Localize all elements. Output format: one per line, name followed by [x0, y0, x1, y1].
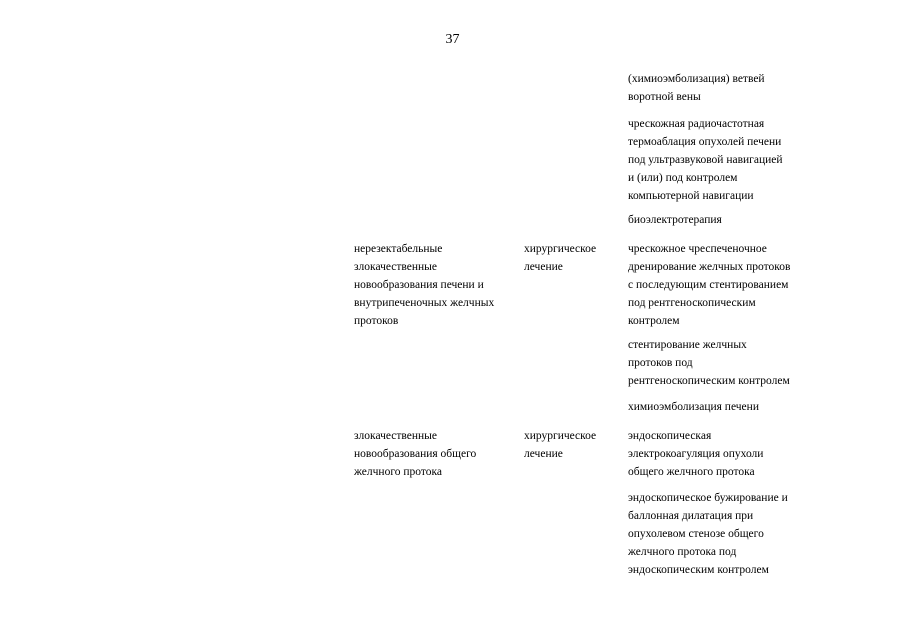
method-endoscopic-bougienage: эндоскопическое бужирование и баллонная дилатация при опухолевом стенозе общего желчного протока под эндоскопическим контролем: [628, 492, 788, 576]
treatment-type-surgical: хирургическое лечение: [524, 430, 597, 460]
method-percutaneous-drainage: чрескожное чреспеченочное дренирование желчных протоков с последующим стентированием под рентгеноскопическим контролем: [628, 243, 791, 327]
treatment-type-surgical: хирургическое лечение: [524, 243, 597, 273]
method-radiofrequency-ablation: чрескожная радиочастотная термоаблация опухолей печени под ультразвуковой навигацией и (или) под контролем компьютерной навигации: [628, 118, 783, 202]
method-biliary-stenting: стентирование желчных протоков под рентгеноскопическим контролем: [628, 339, 790, 387]
page-number: 37: [445, 32, 460, 47]
method-portal-vein-embolization: (химиоэмболизация) ветвей воротной вены: [628, 73, 765, 103]
method-liver-chemoembolization: химиоэмболизация печени: [628, 401, 759, 413]
diagnosis-common-bile-duct-tumors: злокачественные новообразования общего желчного протока: [354, 430, 477, 478]
method-endoscopic-electrocoagulation: эндоскопическая электрокоагуляция опухоли общего желчного протока: [628, 430, 764, 478]
method-bioelectrotherapy: биоэлектротерапия: [628, 214, 722, 226]
diagnosis-unresectable-liver-tumors: нерезектабельные злокачественные новообразования печени и внутрипеченочных желчных протоков: [354, 243, 495, 327]
